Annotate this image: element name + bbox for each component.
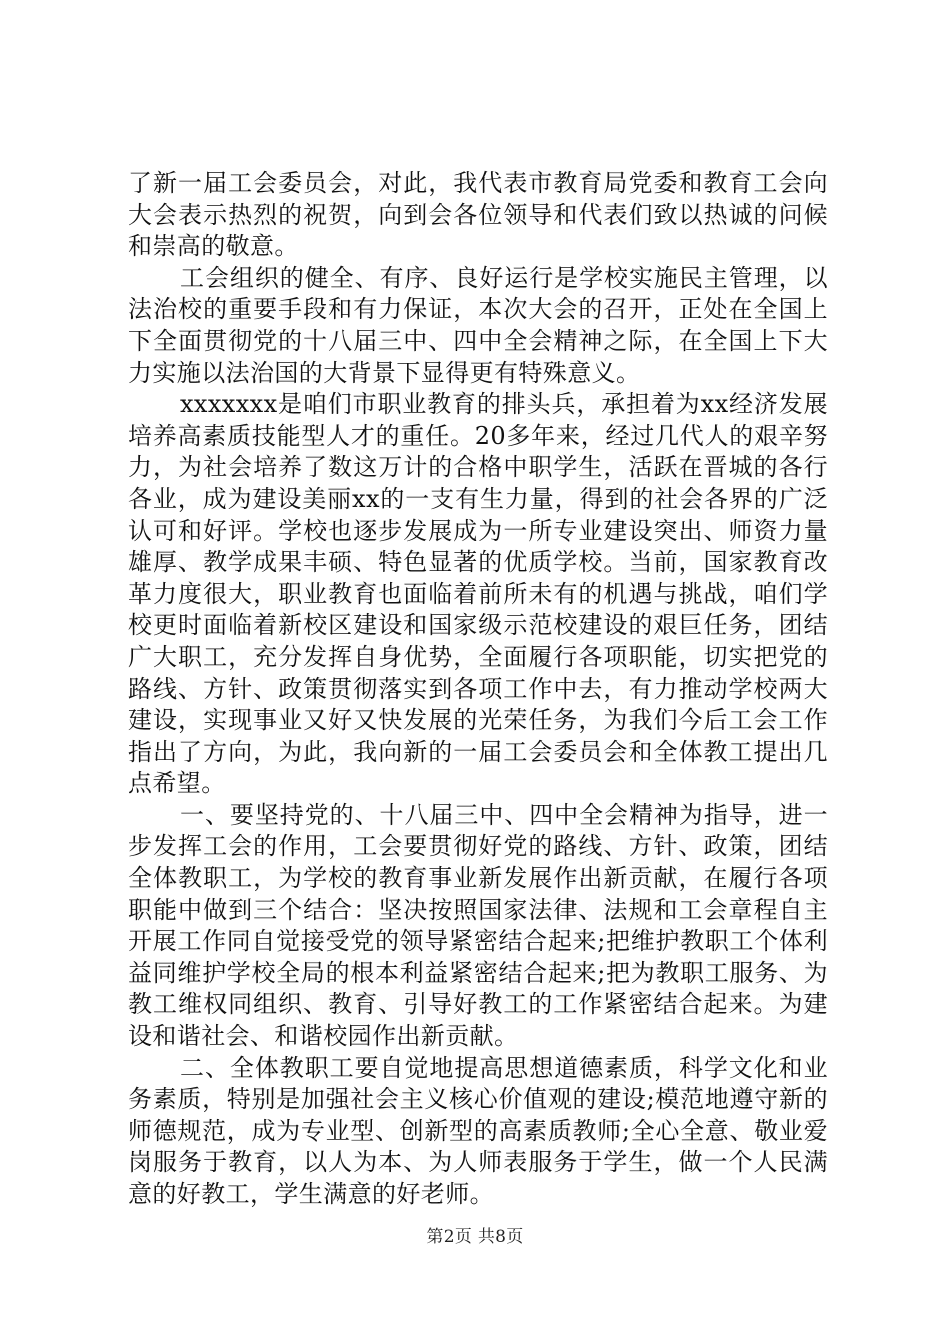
paragraph-hope-one: 一、要坚持党的、十八届三中、四中全会精神为指导，进一步发挥工会的作用，工会要贯彻好党的路线、方针、政策，团结全体教职工，为学校的教育事业新发展作出新贡献，在履行各项职能中做到三个结合：坚决按照国家法律、法规和工会章程自主开展工作同自觉接受党的领导紧密结合起来;把维护教职工个体利益同维护学校全局的根本利益紧密结合起来;把为教职工服务、为教工维权同组织、教育、引导好教工的工作紧密结合起来。为建设和谐社会、和谐校园作出新贡献。	[128, 800, 828, 1051]
document-body	[128, 168, 828, 1211]
paragraph-continuation: 了新一届工会委员会，对此，我代表市教育局党委和教育工会向大会表示热烈的祝贺，向到会各位领导和代表们致以热诚的问候和崇高的敬意。	[128, 169, 828, 261]
paragraph-hope-two: 二、全体教职工要自觉地提高思想道德素质，科学文化和业务素质，特别是加强社会主义核心价值观的建设;模范地遵守新的师德规范，成为专业型、创新型的高素质教师;全心全意、敬业爱岗服务于教育，以人为本、为人师表服务于学生，做一个人民满意的好教工，学生满意的好老师。	[128, 1053, 828, 1208]
page-footer	[0, 1225, 950, 1249]
page-number-label: 第2页 共8页	[426, 1227, 524, 1247]
paragraph-school-introduction: xxxxxxx是咱们市职业教育的排头兵，承担着为xx经济发展培养高素质技能型人才的重任。20多年来，经过几代人的艰辛努力，为社会培养了数这万计的合格中职学生，活跃在晋城的各行各业，成为建设美丽xx的一支有生力量，得到的社会各界的广泛认可和好评。学校也逐步发展成为一所专业建设突出、师资力量雄厚、教学成果丰硕、特色显著的优质学校。当前，国家教育改革力度很大，职业教育也面临着前所未有的机遇与挑战，咱们学校更时面临着新校区建设和国家级示范校建设的艰巨任务，团结广大职工，充分发挥自身优势，全面履行各项职能，切实把党的路线、方针、政策贯彻落实到各项工作中去，有力推动学校两大建设，实现事业又好又快发展的光荣任务，为我们今后工会工作指出了方向，为此，我向新的一届工会委员会和全体教工提出几点希望。	[128, 390, 828, 798]
paragraph-union-organization: 工会组织的健全、有序、良好运行是学校实施民主管理，以法治校的重要手段和有力保证，本次大会的召开，正处在全国上下全面贯彻党的十八届三中、四中全会精神之际，在全国上下大力实施以法治国的大背景下显得更有特殊意义。	[128, 263, 828, 387]
